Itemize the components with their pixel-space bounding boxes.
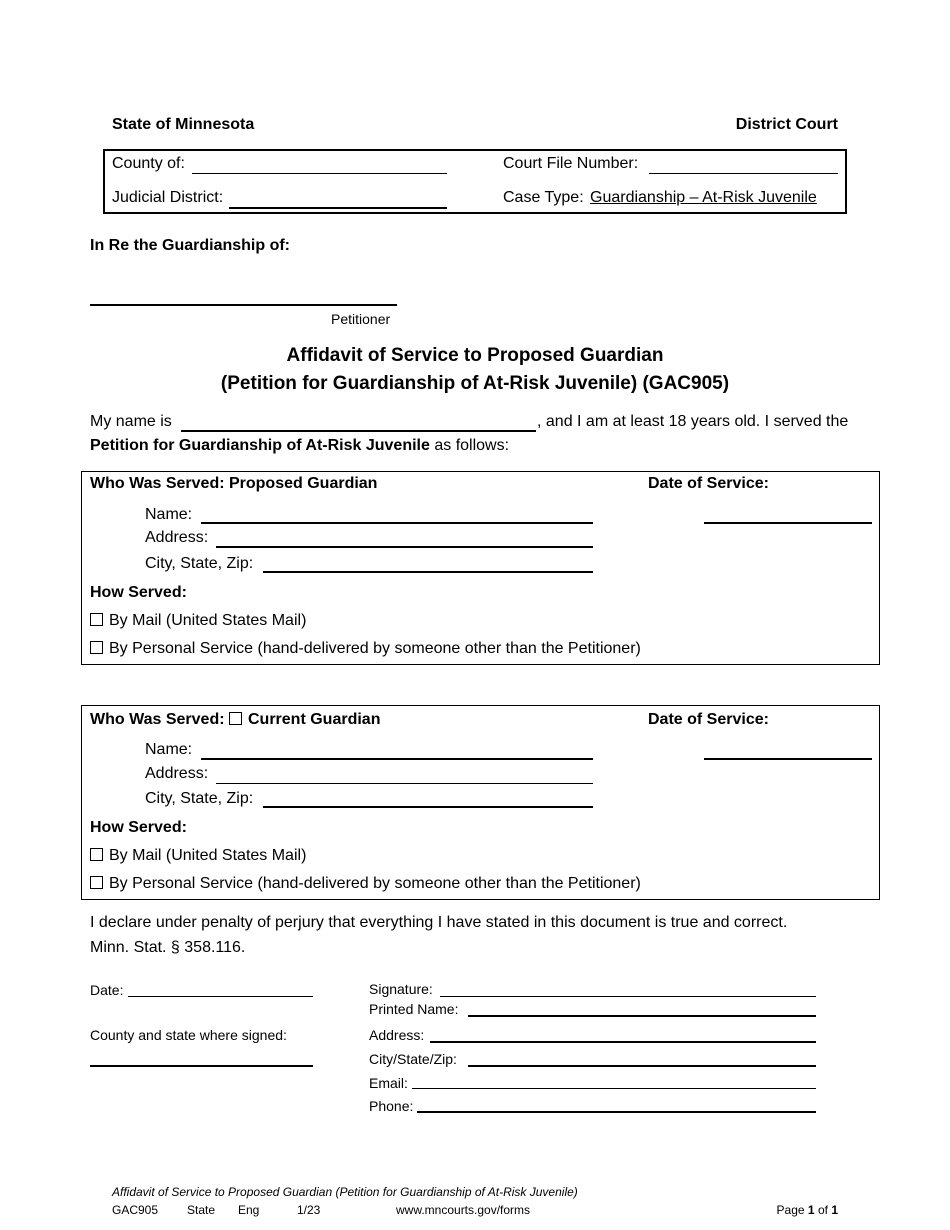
section2-heading-option: Current Guardian — [248, 711, 381, 728]
county-state-label: County and state where signed: — [90, 1027, 287, 1043]
signature-label: Signature: — [369, 981, 433, 997]
checkbox-icon[interactable] — [90, 641, 103, 654]
section2-address-label: Address: — [145, 765, 209, 782]
section2-date-label: Date of Service: — [648, 711, 769, 728]
footer-page-number — [777, 1203, 838, 1217]
section2-personal-option[interactable] — [90, 875, 641, 893]
printed-name-field[interactable] — [468, 1015, 816, 1017]
section1-personal-option[interactable] — [90, 640, 641, 658]
page-total: 1 — [831, 1203, 838, 1217]
my-name-label: My name is — [90, 413, 172, 430]
judicial-district-label: Judicial District: — [112, 189, 224, 206]
phone-label: Phone: — [369, 1098, 414, 1114]
section2-mail-option[interactable] — [90, 847, 306, 865]
footer-form-id: GAC905 — [112, 1203, 159, 1217]
section1-name-label: Name: — [145, 506, 193, 523]
county-state-field[interactable] — [90, 1065, 313, 1067]
checkbox-icon[interactable] — [90, 848, 103, 861]
address-field[interactable] — [430, 1041, 816, 1043]
section2-heading — [90, 711, 380, 729]
state-label: State of Minnesota — [112, 116, 255, 133]
section2-csz-field[interactable] — [263, 806, 593, 808]
footer-url: www.mncourts.gov/forms — [396, 1203, 531, 1217]
section2-mail-label: By Mail (United States Mail) — [109, 847, 307, 864]
checkbox-icon[interactable] — [90, 613, 103, 626]
section1-csz-field[interactable] — [263, 571, 593, 573]
section1-address-field[interactable] — [216, 546, 593, 548]
section1-address-label: Address: — [145, 529, 209, 546]
section1-date-field[interactable] — [704, 522, 872, 524]
case-type-label: Case Type: — [503, 189, 584, 206]
case-type-value: Guardianship – At-Risk Juvenile — [590, 189, 817, 206]
footer-language: Eng — [238, 1203, 260, 1217]
court-label: District Court — [735, 116, 838, 133]
city-state-zip-field[interactable] — [468, 1065, 816, 1067]
section2-name-field[interactable] — [201, 758, 593, 760]
section2-personal-label: By Personal Service (hand-delivered by someone other than the Petitioner) — [109, 875, 641, 892]
county-label: County of: — [112, 155, 185, 172]
petitioner-label: Petitioner — [331, 311, 391, 327]
in-re-label: In Re the Guardianship of: — [90, 237, 291, 254]
declaration-text: I declare under penalty of perjury that everything I have stated in this document is true and correct. — [90, 914, 788, 931]
date-label: Date: — [90, 982, 124, 998]
printed-name-label: Printed Name: — [369, 1001, 459, 1017]
section1-how-served: How Served: — [90, 584, 187, 601]
affiant-name-field[interactable] — [181, 430, 536, 432]
section1-heading: Who Was Served: Proposed Guardian — [90, 475, 378, 492]
section1-mail-option[interactable] — [90, 612, 306, 630]
section1-mail-label: By Mail (United States Mail) — [109, 612, 307, 629]
judicial-district-field[interactable] — [229, 207, 447, 209]
email-label: Email: — [369, 1075, 408, 1091]
court-file-number-label: Court File Number: — [503, 155, 639, 172]
section2-address-field[interactable] — [216, 783, 593, 784]
checkbox-icon[interactable] — [229, 712, 242, 725]
form-subtitle: (Petition for Guardianship of At-Risk Juvenile) (GAC905) — [220, 373, 730, 394]
page-of: of — [817, 1203, 828, 1217]
checkbox-icon[interactable] — [90, 876, 103, 889]
form-title: Affidavit of Service to Proposed Guardian — [286, 345, 664, 366]
footer-title: Affidavit of Service to Proposed Guardian (Petition for Guardianship of At-Risk Juvenile) — [112, 1185, 578, 1199]
section2-name-label: Name: — [145, 741, 193, 758]
footer-date: 1/23 — [297, 1203, 321, 1217]
page-current: 1 — [807, 1203, 815, 1217]
section2-how-served: How Served: — [90, 819, 187, 836]
date-field[interactable] — [128, 996, 313, 997]
petitioner-name-field[interactable] — [90, 304, 397, 306]
signature-field[interactable] — [440, 996, 816, 997]
section2-heading-prefix: Who Was Served: — [90, 711, 225, 728]
court-file-number-field[interactable] — [649, 173, 838, 174]
section2-date-field[interactable] — [704, 758, 872, 760]
age-served-text: , and I am at least 18 years old. I served the — [537, 413, 849, 430]
section1-date-label: Date of Service: — [648, 475, 769, 492]
section1-personal-label: By Personal Service (hand-delivered by someone other than the Petitioner) — [109, 640, 641, 657]
section1-name-field[interactable] — [201, 522, 593, 524]
county-field[interactable] — [192, 173, 447, 174]
as-follows-text: as follows: — [434, 437, 510, 454]
statute-citation: Minn. Stat. § 358.116. — [90, 939, 246, 956]
address-label: Address: — [369, 1027, 425, 1043]
page-prefix: Page — [776, 1203, 805, 1217]
section2-csz-label: City, State, Zip: — [145, 790, 254, 807]
petition-name: Petition for Guardianship of At-Risk Juvenile — [90, 437, 430, 454]
section1-csz-label: City, State, Zip: — [145, 555, 254, 572]
city-state-zip-label: City/State/Zip: — [369, 1051, 457, 1067]
phone-field[interactable] — [417, 1111, 816, 1113]
email-field[interactable] — [412, 1088, 816, 1089]
footer-state: State — [187, 1203, 216, 1217]
